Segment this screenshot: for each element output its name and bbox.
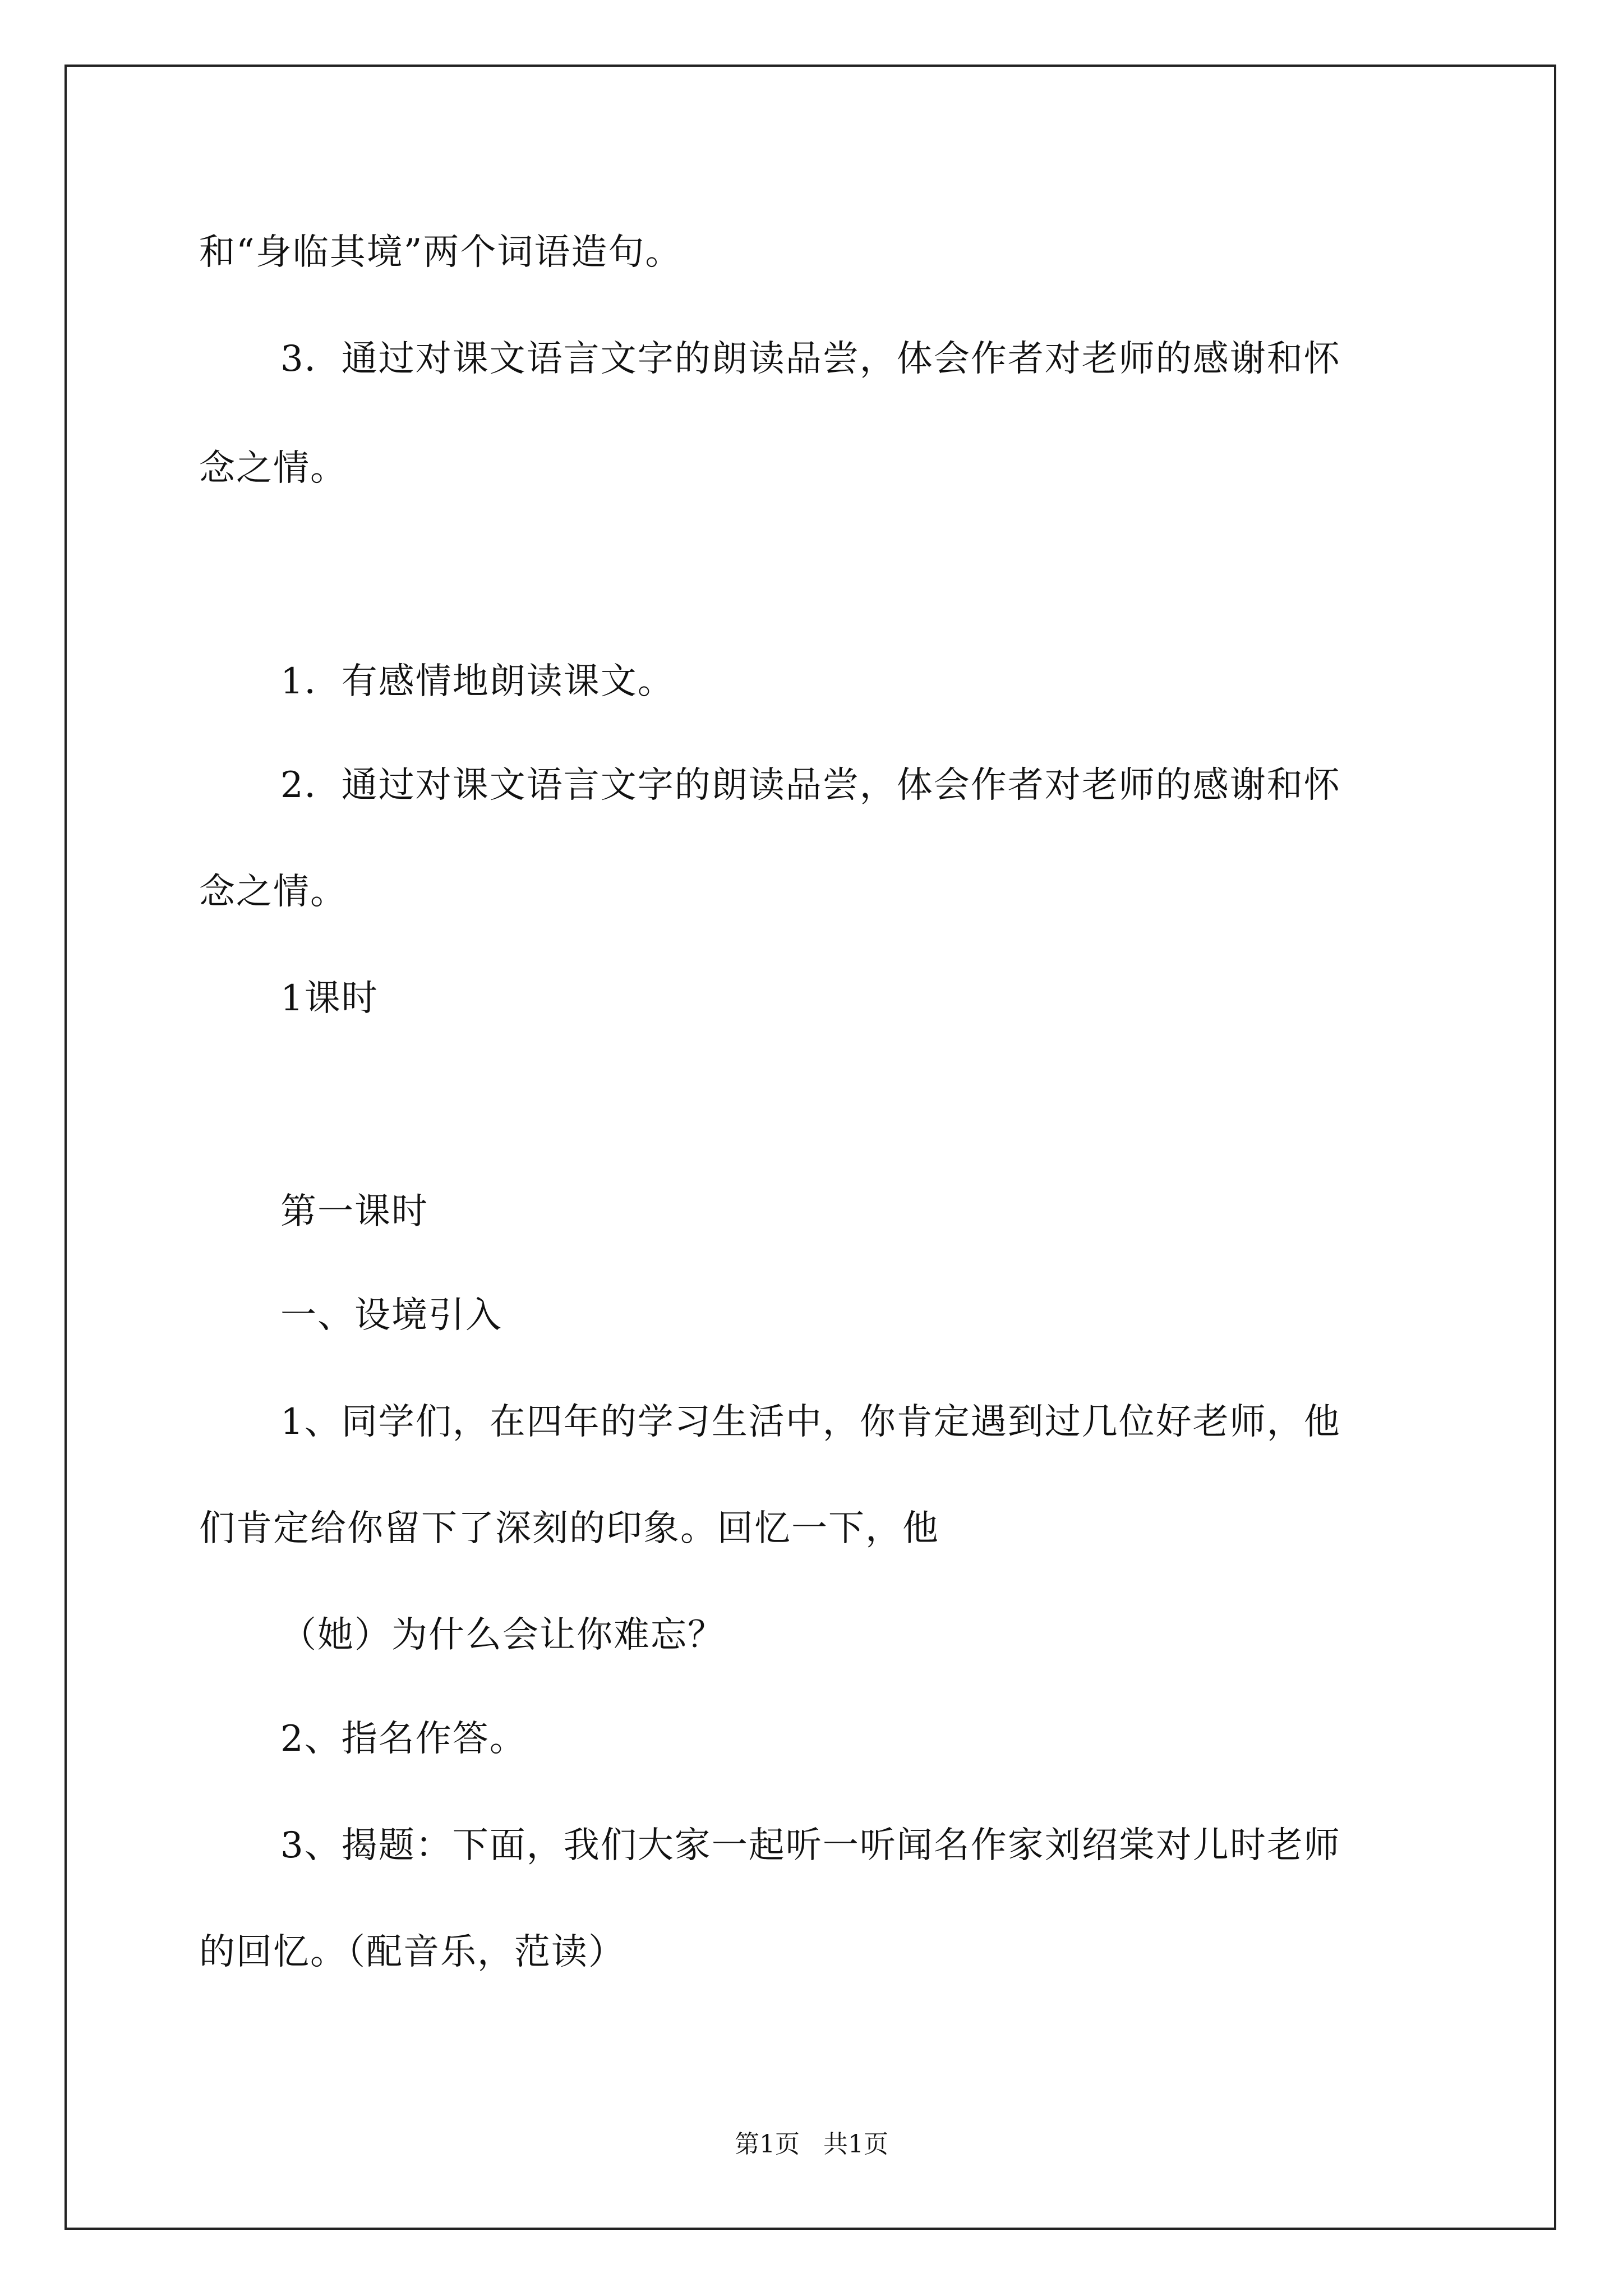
text-line: 3．通过对课文语言文字的朗读品尝，体会作者对老师的感谢和怀 <box>280 338 1341 380</box>
page-number-footer: 第1页 共1页 <box>735 2130 888 2159</box>
text-line: 和“身临其境”两个词语造句。 <box>199 232 683 273</box>
text-line: 2、指名作答。 <box>280 1718 527 1760</box>
text-line: 2．通过对课文语言文字的朗读品尝，体会作者对老师的感谢和怀 <box>280 765 1341 806</box>
section-heading: 一、设境引入 <box>280 1295 502 1336</box>
page-border <box>64 65 1556 2230</box>
text-line: 1课时 <box>280 978 379 1019</box>
text-line: 3、揭题：下面，我们大家一起听一听闻名作家刘绍棠对儿时老师 <box>280 1825 1341 1866</box>
text-line: 1．有感情地朗读课文。 <box>280 661 675 702</box>
text-line: 念之情。 <box>199 871 347 913</box>
text-line: 的回忆。（配音乐，范读） <box>199 1931 625 1973</box>
text-line: 们肯定给你留下了深刻的印象。回忆一下，他 <box>199 1508 939 1549</box>
section-heading: 第一课时 <box>280 1191 428 1232</box>
text-line: 念之情。 <box>199 448 347 489</box>
text-line: 1、同学们，在四年的学习生活中，你肯定遇到过几位好老师，他 <box>280 1401 1341 1443</box>
text-line: （她）为什么会让你难忘？ <box>280 1614 725 1656</box>
